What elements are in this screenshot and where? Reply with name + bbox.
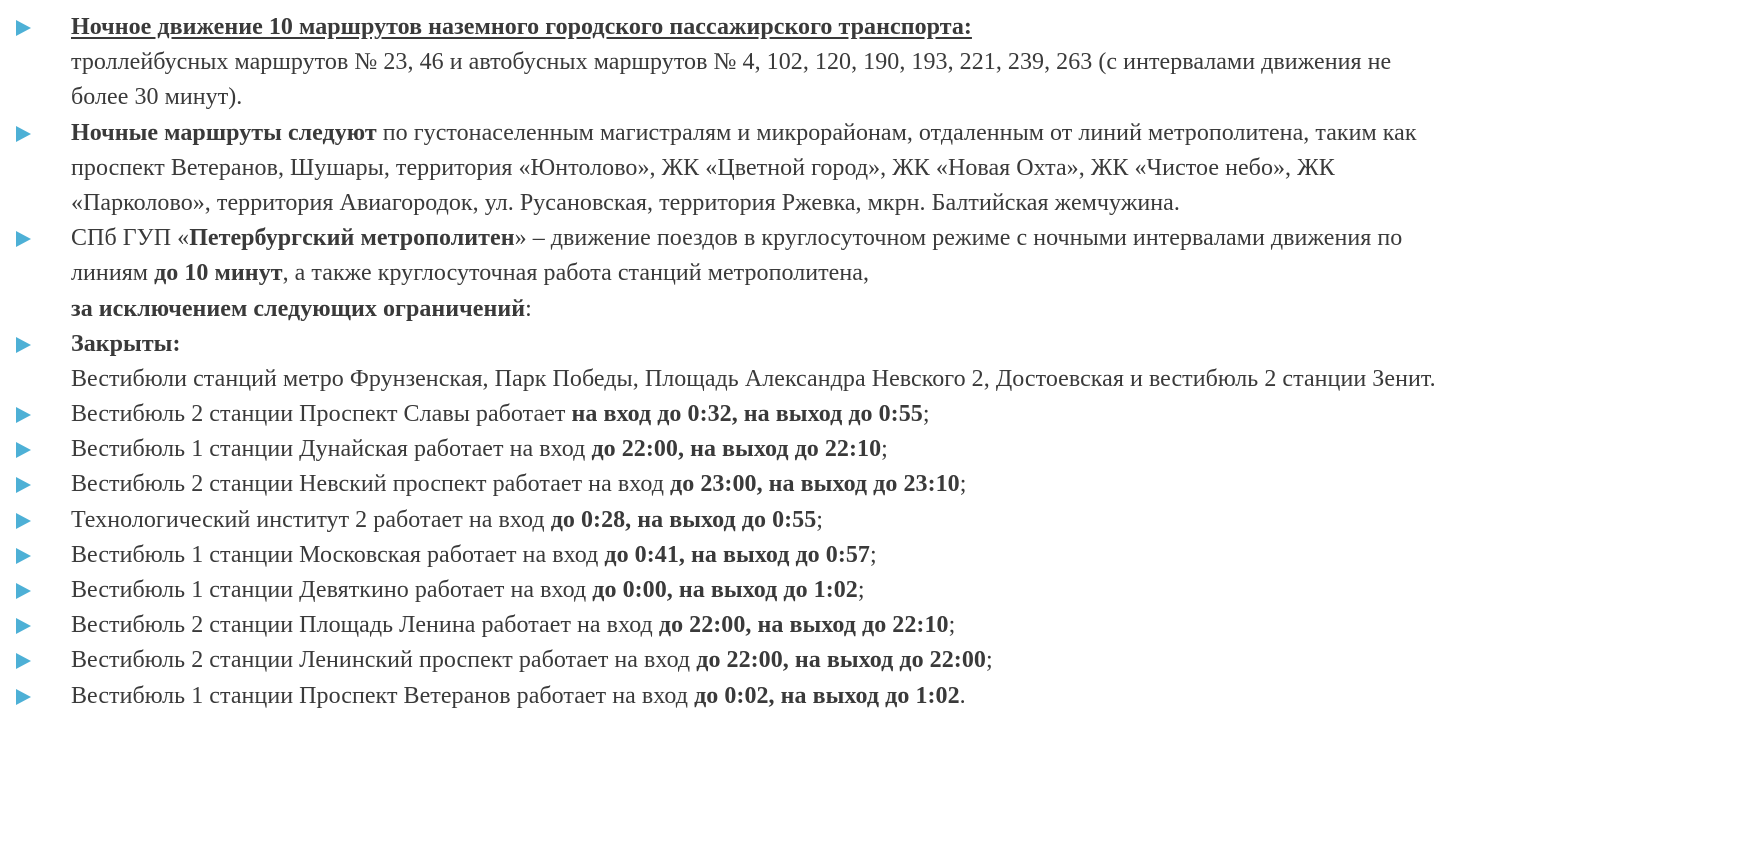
triangle-right-icon [16,583,31,599]
text-segment: ; [869,541,877,568]
bullet-item-line [0,327,1758,362]
triangle-right-icon [16,689,31,705]
triangle-right-icon [16,513,31,529]
bullet-item-line [0,503,1758,538]
bullet-item-line [0,643,1758,678]
triangle-right-icon [16,618,31,634]
text-segment: СПб ГУП « [71,225,190,252]
bold-text-segment: до 22:00, на выход до 22:10 [591,436,882,463]
triangle-right-icon [16,653,31,669]
text-segment: ; [922,401,930,428]
text-segment: «Парколово», территория Авиагородок, ул. Русановская, территория Ржевка, мкрн. Балтийская жемчужина. [71,189,1180,216]
text-segment: ; [948,612,956,639]
bold-text-segment: Закрыты: [71,330,181,357]
bold-text-segment: до 0:00, на выход до 1:02 [592,577,858,603]
bold-text-segment: Ночное движение 10 маршрутов наземного городского пассажирского транспорта: [71,14,972,40]
text-segment: Вестибюль 2 станции Площадь Ленина работает на вход [71,612,659,639]
bullet-item-line [0,432,1758,467]
bold-text-segment: до 0:02, на выход до 1:02 [694,682,960,709]
text-segment: ; [816,506,823,533]
bold-text-segment: до 0:41, на выход до 0:57 [604,541,870,568]
text-segment: : [525,295,532,322]
continuation-line [0,45,1758,80]
text-segment: . [959,682,966,709]
bullet-item-line [0,467,1758,502]
triangle-right-icon [16,407,31,423]
text-segment: Технологический институт 2 работает на вход [71,506,551,533]
triangle-right-icon [16,477,31,493]
bullet-item-line [0,221,1758,256]
continuation-line [0,186,1758,221]
text-segment: Вестибюли станций метро Фрунзенская, Парк Победы, Площадь Александра Невского 2, Достоевская и вестибюль 2 станции Зенит. [71,365,1436,392]
bold-text-segment: до 22:00, на выход до 22:00 [696,647,986,674]
bold-text-segment: Ночные маршруты следуют [71,119,377,146]
text-segment: Вестибюль 1 станции Девяткино работает на вход [71,577,593,603]
triangle-right-icon [16,442,31,458]
continuation-line [0,256,1758,291]
text-segment: более 30 минут). [71,84,243,111]
continuation-line [0,80,1758,115]
text-segment: Вестибюль 2 станции Проспект Славы работает [71,401,572,428]
bold-text-segment: до 22:00, на выход до 22:10 [658,612,949,639]
continuation-line [0,362,1758,397]
document-body [0,10,1758,714]
text-segment: проспект Ветеранов, Шушары, территория «Юнтолово», ЖК «Цветной город», ЖК «Новая Охта», ЖК «Чистое небо», ЖК [71,154,1335,181]
triangle-right-icon [16,337,31,353]
triangle-right-icon [16,548,31,564]
bullet-item-line [0,116,1758,151]
text-segment: » – движение поездов в круглосуточном режиме с ночными интервалами движения по [514,225,1403,252]
text-segment: Вестибюль 1 станции Проспект Ветеранов работает на вход [71,682,695,709]
triangle-right-icon [16,20,31,36]
bold-text-segment: Петербургский метрополитен [189,225,515,252]
bullet-item-line [0,397,1758,432]
text-segment: ; [857,577,865,603]
text-segment: по густонаселенным магистралям и микрорайонам, отдаленным от линий метрополитена, таким как [376,119,1417,146]
text-segment: Вестибюль 1 станции Московская работает на вход [71,541,605,568]
bold-text-segment: на вход до 0:32, на выход до 0:55 [571,401,923,428]
text-segment: Вестибюль 2 станции Невский проспект работает на вход [71,471,671,498]
bullet-item-line [0,10,1758,45]
text-segment: ; [985,647,993,674]
text-segment: линиям [71,260,155,287]
bold-text-segment: до 23:00, на выход до 23:10 [670,471,960,498]
text-segment: ; [881,436,888,463]
bold-text-segment: до 0:28, на выход до 0:55 [550,506,817,533]
text-segment: троллейбусных маршрутов № 23, 46 и автобусных маршрутов № 4, 102, 120, 190, 193, 221, 239, 263 (с интервалами движения не [71,49,1392,76]
continuation-line [0,151,1758,186]
continuation-line [0,292,1758,327]
triangle-right-icon [16,231,31,247]
bold-text-segment: за исключением следующих ограничений [71,295,526,322]
text-segment: Вестибюль 2 станции Ленинский проспект работает на вход [71,647,697,674]
bullet-item-line [0,573,1758,608]
bold-text-segment: до 10 минут [154,260,283,287]
text-segment: Вестибюль 1 станции Дунайская работает на вход [71,436,592,463]
text-segment: ; [959,471,967,498]
bullet-item-line [0,538,1758,573]
text-segment: , а также круглосуточная работа станций метрополитена, [282,260,870,287]
bullet-item-line [0,679,1758,714]
triangle-right-icon [16,126,31,142]
bullet-item-line [0,608,1758,643]
